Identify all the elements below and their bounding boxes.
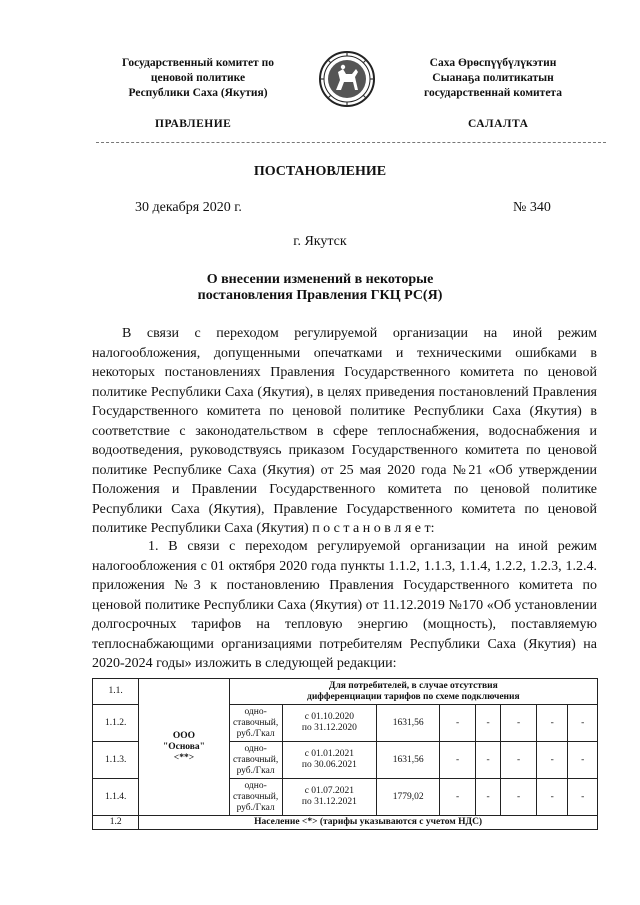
tariff-table <box>92 678 598 830</box>
tariff-type: одно- ставочный, руб./Гкал <box>229 742 282 779</box>
doc-title: ПОСТАНОВЛЕНИЕ <box>253 164 387 179</box>
doc-date: 30 декабря 2020 г. <box>135 200 242 215</box>
tariff-empty: - <box>440 779 476 816</box>
row-number: 1.1.2. <box>93 705 139 742</box>
group-header-line: дифференциации тарифов по схеме подключения <box>307 691 520 702</box>
org-line: ООО <box>172 730 196 741</box>
tariff-period: с 01.01.2021 по 30.06.2021 <box>282 742 377 779</box>
header-right-org <box>393 56 593 101</box>
org-name-cell <box>139 679 229 816</box>
doc-subject-line: постановления Правления ГКЦ РС(Я) <box>197 288 443 303</box>
tariff-empty: - <box>476 705 501 742</box>
tariff-empty: - <box>568 705 598 742</box>
doc-city: г. Якутск <box>293 234 347 249</box>
tariff-value: 1631,56 <box>377 705 440 742</box>
header-left-sub: ПРАВЛЕНИЕ <box>155 118 232 130</box>
tariff-value: 1779,02 <box>377 779 440 816</box>
tariff-empty: - <box>440 742 476 779</box>
table-row <box>93 679 598 705</box>
row-number: 1.1. <box>93 679 139 705</box>
tariff-empty: - <box>536 779 568 816</box>
tariff-empty: - <box>536 705 568 742</box>
row-number: 1.1.3. <box>93 742 139 779</box>
tariff-empty: - <box>476 742 501 779</box>
paragraph-preamble: В связи с переходом регулируемой организации на иной режим налогообложения, допущенными опечатками и техническими ошибками в некоторых постановлениях Правления Государственного комитета по ценовой политике Республики Саха (Якутия), в целях приведения постановлений Правления Государственного комитета по ценовой политике Республики Саха (Якутия) в соответствие с законодательством в сфере теплоснабжения, водоснабжения и водоотведения, руководствуясь приказом Государственного комитета по ценовой политике Республике Саха (Якутия) от 25 мая 2020 года №21 «Об утверждении Положения и Правлении Государственного комитета по ценовой политике Республики Саха (Якутия), Правление Государственного комитета по ценовой политике Республики Саха (Якутия) п о с т а н о в л я е т: <box>92 326 597 536</box>
tariff-empty: - <box>501 705 537 742</box>
tariff-type: одно- ставочный, руб./Гкал <box>229 779 282 816</box>
consumer-group-header <box>229 679 597 705</box>
org-line: <**> <box>173 752 195 763</box>
emblem-icon <box>318 50 376 108</box>
tariff-period: с 01.07.2021 по 31.12.2021 <box>282 779 377 816</box>
tariff-empty: - <box>568 779 598 816</box>
tariff-empty: - <box>440 705 476 742</box>
header-separator <box>96 142 606 143</box>
header-left-line: Государственный комитет по <box>122 57 274 69</box>
header-right-sub: САЛАЛТА <box>468 118 529 130</box>
doc-subject <box>0 272 640 304</box>
tariff-empty: - <box>568 742 598 779</box>
tariff-type: одно- ставочный, руб./Гкал <box>229 705 282 742</box>
population-group-header: Население <*> (тарифы указываются с учетом НДС) <box>139 816 598 830</box>
header-left-line: ценовой политике <box>150 72 246 84</box>
org-line: "Основа" <box>162 741 205 752</box>
doc-subject-line: О внесении изменений в некоторые <box>206 272 434 287</box>
tariff-empty: - <box>501 742 537 779</box>
tariff-empty: - <box>501 779 537 816</box>
tariff-empty: - <box>476 779 501 816</box>
header-right-line: Сыанаҕа политикатын <box>432 72 554 84</box>
group-header-line: Для потребителей, в случае отсутствия <box>328 680 498 691</box>
header-right-line: государственнай комитета <box>424 87 562 99</box>
header-left-line: Республики Саха (Якутия) <box>128 87 268 99</box>
row-number: 1.2 <box>93 816 139 830</box>
tariff-empty: - <box>536 742 568 779</box>
row-number: 1.1.4. <box>93 779 139 816</box>
table-row <box>93 816 598 830</box>
header-right-line: Саха Өрөспүүбүлүкэтин <box>429 57 557 69</box>
paragraph-item-1: 1. В связи с переходом регулируемой организации на иной режим налогообложения с 01 октября 2020 года пункты 1.1.2, 1.1.3, 1.1.4, 1.2.2, 1.2.3, 1.2.4. приложения №3 к постановлению Правления Государственного комитета по ценовой политике Республики Саха (Якутия) от 11.12.2019 №170 «Об установлении долгосрочных тарифов на тепловую энергию (мощность), поставляемую теплоснабжающими организациями потребителям Республики Саха (Якутия) на 2020-2024 годы» изложить в следующей редакции: <box>92 539 597 671</box>
tariff-value: 1631,56 <box>377 742 440 779</box>
header-left-org <box>88 56 308 101</box>
doc-number: № 340 <box>513 200 551 215</box>
tariff-period: с 01.10.2020 по 31.12.2020 <box>282 705 377 742</box>
